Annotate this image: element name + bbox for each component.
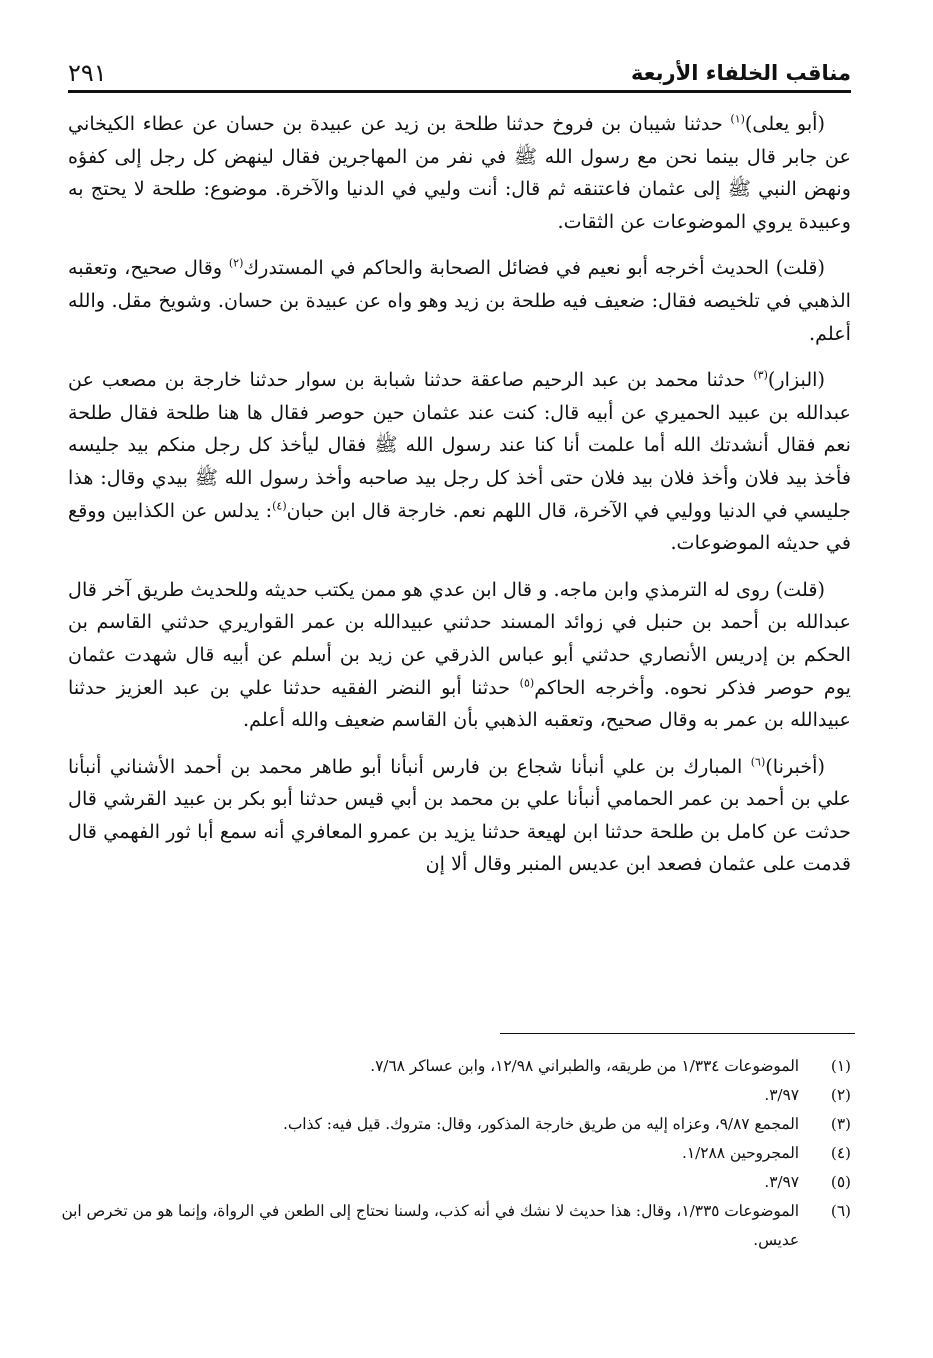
footnote xyxy=(60,1081,851,1110)
footnote-text: الموضوعات ١/٣٣٤ من طريقه، والطبراني ١٢/٩٨، وابن عساكر ٧/٦٨. xyxy=(370,1057,799,1075)
footnote-reference: (٣) xyxy=(753,368,768,382)
paragraph-text: (البزار) xyxy=(767,368,825,392)
paragraph xyxy=(68,574,851,737)
footnote-separator xyxy=(500,1033,855,1034)
footnote-text: الموضوعات ١/٣٣٥، وقال: هذا حديث لا نشك في أنه كذب، ولسنا نحتاج إلى الطعن في الرواة، وإنما هو من تخرص ابن عديس. xyxy=(61,1202,799,1249)
paragraph xyxy=(68,364,851,560)
footnote-reference: (١) xyxy=(730,112,745,126)
page-header xyxy=(68,52,851,93)
footnote-number: (٤) xyxy=(830,1144,851,1162)
footnote xyxy=(60,1139,851,1168)
footnote-text: ٣/٩٧. xyxy=(764,1173,799,1191)
paragraph-text: حدثنا محمد بن عبد الرحيم صاعقة حدثنا شبابة بن سوار حدثنا خارجة بن مصعب عن عبدالله بن عبيد الحميري عن أبيه قال: كنت عند عثمان حين حوصر فقال ها هنا طلحة فقال طلحة نعم فقال أنشدتك الله أما علمت أنا كنا عند رسول الله ﷺ فقال ليأخذ كل رجل منكم بيد جليسه فأخذ بيد فلان وأخذ فلان بيد فلان حتى أخذ كل رجل بيد صاحبه وأخذ رسول الله ﷺ بيدي وقال: هذا جليسي في الدنيا ووليي في الآخرة، قال اللهم نعم. خارجة قال ابن حبان xyxy=(68,368,851,522)
footnote-reference: (٤) xyxy=(272,499,287,513)
footnote-reference: (٢) xyxy=(228,256,244,270)
footnote-reference: (٥) xyxy=(519,676,535,690)
footnote-number: (٣) xyxy=(830,1115,851,1133)
footnote xyxy=(60,1168,851,1197)
footnote-number: (٥) xyxy=(830,1173,851,1191)
footnote-text: ٣/٩٧. xyxy=(764,1086,799,1104)
footnote-number: (٦) xyxy=(830,1202,851,1220)
footnote-reference: (٦) xyxy=(750,755,766,769)
footnote xyxy=(60,1197,851,1255)
paragraph-text: المبارك بن علي أنبأنا شجاع بن فارس أنبأنا أبو طاهر محمد بن أحمد الأشناني أنبأنا علي بن أحمد بن عمر الحمامي أنبأنا علي بن محمد بن أبي قيس حدثنا أبو بكر بن عبيد القرشي قال حدثت عن كامل بن طلحة حدثنا ابن لهيعة حدثنا يزيد بن عمرو المعافري أنه سمع أبا ثور الفهمي قال قدمت على عثمان فصعد ابن عديس المنبر وقال ألا إن xyxy=(68,754,851,876)
paragraph-text: (أخبرنا) xyxy=(765,754,825,778)
paragraph-text: (قلت) الحديث أخرجه أبو نعيم في فضائل الصحابة والحاكم في المستدرك xyxy=(243,256,825,280)
paragraph-text: (قلت) روى له الترمذي وابن ماجه. و قال ابن عدي هو ممن يكتب حديثه وللحديث طريق آخر قال عبدالله بن أحمد بن حنبل في زوائد المسند حدثني عبيدالله بن عمر القواريري حدثني القاسم بن الحكم بن إدريس الأنصاري حدثني أبو عباس الذرقي عن زيد بن أسلم عن أبيه قال شهدت عثمان يوم حوصر فذكر نحوه. وأخرجه الحاكم xyxy=(68,577,851,699)
footnote xyxy=(60,1052,851,1081)
paragraph-text: : يدلس عن الكذابين ووقع في حديثه الموضوعات. xyxy=(68,498,851,555)
paragraph xyxy=(68,252,851,350)
running-title: مناقب الخلفاء الأربعة xyxy=(631,61,851,85)
paragraph-text: حدثنا أبو النضر الفقيه حدثنا علي بن عبد العزيز حدثنا عبيدالله بن عمر به وقال صحيح، وتعقبه الذهبي بأن القاسم ضعيف والله أعلم. xyxy=(68,675,851,732)
paragraph-text: حدثنا شيبان بن فروخ حدثنا طلحة بن زيد عن عبيدة بن حسان عن عطاء الكيخاني عن جابر قال بينما نحن مع رسول الله ﷺ في نفر من المهاجرين فقال لينهض كل رجل إلى كفؤه ونهض النبي ﷺ إلى عثمان فاعتنقه ثم قال: أنت وليي في الدنيا والآخرة. موضوع: طلحة لا يحتج به وعبيدة يروي الموضوعات عن الثقات. xyxy=(68,112,851,233)
footnote-text: المجروحين ١/٢٨٨. xyxy=(682,1144,799,1162)
footnote-number: (١) xyxy=(830,1057,851,1075)
paragraph-text: (أبو يعلى) xyxy=(744,112,825,135)
paragraph-text: وقال صحيح، وتعقبه الذهبي في تلخيصه فقال: ضعيف فيه طلحة بن زيد وهو واه عن عبيدة بن حسان. وشويخ مقل. والله أعلم. xyxy=(68,256,851,345)
main-text xyxy=(68,108,851,895)
footnote-number: (٢) xyxy=(830,1086,851,1104)
paragraph xyxy=(68,751,851,881)
page-number: ٢٩١ xyxy=(68,59,107,87)
footnote-text: المجمع ٩/٨٧، وعزاه إليه من طريق خارجة المذكور، وقال: متروك. قيل فيه: كذاب. xyxy=(283,1115,799,1133)
paragraph xyxy=(68,108,851,238)
footnotes xyxy=(60,1052,851,1255)
footnote xyxy=(60,1110,851,1139)
